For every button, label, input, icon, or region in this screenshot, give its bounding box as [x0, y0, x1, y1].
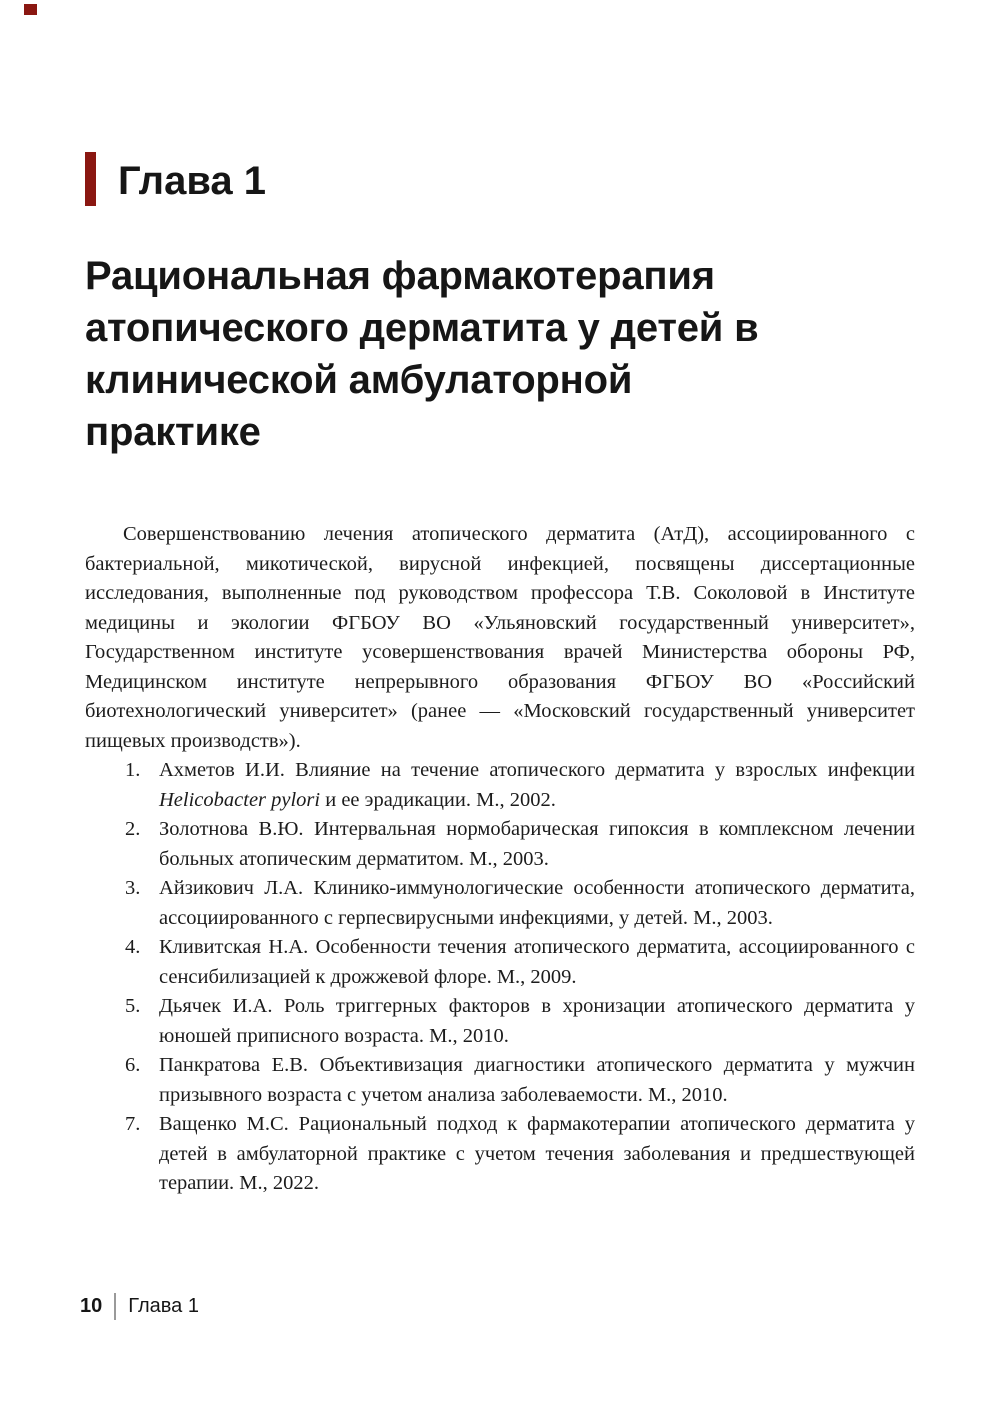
- list-item-number: 1.: [125, 759, 141, 781]
- list-item-text: Дьячек И.А. Роль триггерных факторов в хронизации атопического дерматита у юношей приписного возраста. М., 2010.: [159, 995, 915, 1047]
- list-item: [125, 815, 915, 874]
- chapter-accent-bar: [85, 152, 96, 206]
- list-item-text: Золотнова В.Ю. Интервальная нормобарическая гипоксия в комплексном лечении больных атопическим дерматитом. М., 2003.: [159, 818, 915, 870]
- list-item-number: 4.: [125, 936, 141, 958]
- list-item: [125, 1051, 915, 1110]
- reference-list: [125, 756, 915, 1199]
- list-item: [125, 992, 915, 1051]
- list-item-number: 6.: [125, 1054, 141, 1076]
- footer-chapter-label: Глава 1: [128, 1295, 199, 1317]
- footer-page-number: 10: [80, 1295, 103, 1317]
- list-item-text-pre: Ахметов И.И. Влияние на течение атопического дерматита у взрослых инфекции: [159, 759, 915, 781]
- list-item-text: Кливитская Н.А. Особенности течения атопического дерматита, ассоциированного с сенсибилизацией к дрожжевой флоре. М., 2009.: [159, 936, 915, 988]
- list-item-number: 2.: [125, 818, 141, 840]
- intro-paragraph: Совершенствованию лечения атопического дерматита (АтД), ассоциированного с бактериальной, микотической, вирусной инфекцией, посвящены диссертационные исследования, выполненные под руководством профессора Т.В. Соколовой в Институте медицины и экологии ФГБОУ ВО «Ульяновский государственный университет», Государственном институте усовершенствования врачей Министерства обороны РФ, Медицинском институте непрерывного образования ФГБОУ ВО «Российский биотехнологический университет» (ранее — «Московский государственный университет пищевых производств»).: [85, 523, 915, 752]
- list-item-text-italic: Helicobacter pylori: [159, 788, 321, 811]
- list-item: [125, 756, 915, 815]
- footer-divider: [114, 1293, 116, 1320]
- list-item-number: 3.: [125, 877, 141, 899]
- list-item: [125, 874, 915, 933]
- list-item-text: Панкратова Е.В. Объективизация диагностики атопического дерматита у мужчин призывного возраста с учетом анализа заболеваемости. М., 2010.: [159, 1054, 915, 1106]
- page-corner-mark: [24, 4, 37, 15]
- list-item-text: Ващенко М.С. Рациональный подход к фармакотерапии атопического дерматита у детей в амбулаторной практике с учетом течения заболевания и предшествующей терапии. М., 2022.: [159, 1113, 915, 1194]
- chapter-title: Рациональная фармакотерапия атопического дерматита у детей в клинической амбулаторной практике: [85, 254, 759, 454]
- list-item-number: 7.: [125, 1113, 141, 1135]
- body-text: [85, 520, 915, 1199]
- chapter-header: [85, 0, 915, 206]
- list-item: [125, 933, 915, 992]
- list-item-text: Айзикович Л.А. Клинико-иммунологические особенности атопического дерматита, ассоциированного с герпесвирусными инфекциями, у детей. М., 2003.: [159, 877, 915, 929]
- list-item-text-post: и ее эрадикации. М., 2002.: [320, 788, 556, 811]
- list-item-text: [159, 756, 915, 815]
- page-footer: [80, 1293, 199, 1320]
- list-item-number: 5.: [125, 995, 141, 1017]
- list-item: [125, 1110, 915, 1199]
- chapter-label: Глава 1: [118, 159, 267, 203]
